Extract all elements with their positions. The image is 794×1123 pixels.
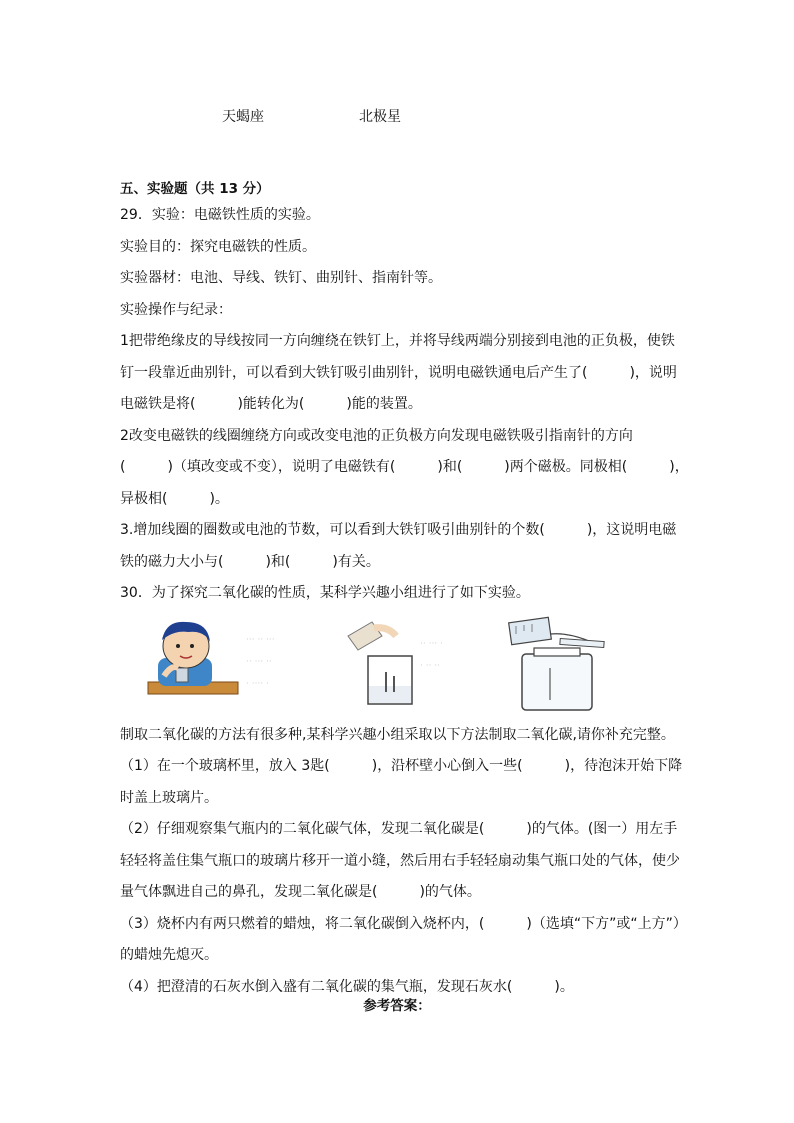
q29-line: 异极相( )。: [120, 490, 229, 507]
q29-line: 3.增加线圈的圈数或电池的节数，可以看到大铁钉吸引曲别针的个数( )，这说明电磁: [120, 522, 677, 538]
question-30: [120, 578, 687, 1003]
gas-jar-figure: [500, 616, 620, 716]
q29-line: 钉一段靠近曲别针，可以看到大铁钉吸引曲别针，说明电磁铁通电后产生了( )，说明: [120, 364, 677, 381]
experiment-figures: [120, 610, 680, 720]
q29-line: 实验操作与纪录：: [120, 301, 232, 318]
answer-title: 参考答案：: [363, 998, 431, 1014]
constellation-labels: [0, 106, 794, 130]
q30-line: 的蜡烛先熄灭。: [120, 947, 218, 963]
question-29: [120, 200, 689, 578]
q30-line: 量气体飘进自己的鼻孔，发现二氧化碳是( )的气体。: [120, 884, 481, 900]
boy-smelling-figure: [128, 616, 308, 716]
q29-line: 实验器材：电池、导线、铁钉、曲别针、指南针等。: [120, 270, 442, 286]
q30-line: 时盖上玻璃片。: [120, 789, 218, 806]
svg-text:·· ··· ·: ·· ··· ·: [420, 638, 443, 649]
svg-text:··· ·· ···: ··· ·· ···: [246, 634, 275, 645]
svg-text:· ·· ··: · ·· ··: [420, 660, 441, 671]
content-body: [120, 178, 689, 1003]
q29-line: ( )（填改变或不变），说明了电磁铁有( )和( )两个磁极。同极相( )，: [120, 459, 689, 475]
q30-line: 制取二氧化碳的方法有很多种,某科学兴趣小组采取以下方法制取二氧化碳,请你补充完整。: [120, 726, 675, 743]
q29-line: 29．实验：电磁铁性质的实验。: [120, 207, 320, 223]
q29-line: 实验目的：探究电磁铁的性质。: [120, 238, 316, 255]
q30-line: 轻轻将盖住集气瓶口的玻璃片移开一道小缝，然后用右手轻轻扇动集气瓶口处的气体，使少: [120, 852, 680, 869]
label-polaris: 北极星: [359, 109, 401, 125]
q29-line: 2改变电磁铁的线圈缠绕方向或改变电池的正负极方向发现电磁铁吸引指南针的方向: [120, 427, 633, 444]
q29-line: 电磁铁是将( )能转化为( )能的装置。: [120, 396, 422, 412]
label-scorpius: 天蝎座: [222, 109, 264, 125]
q30-line: （2）仔细观察集气瓶内的二氧化碳气体，发现二氧化碳是( )的气体。(图一）用左手: [120, 821, 678, 837]
q30-line: （1）在一个玻璃杯里，放入 3匙( )，沿杯壁小心倒入一些( )，待泡沫开始下降: [120, 758, 683, 774]
q29-line: 铁的磁力大小与( )和( )有关。: [120, 553, 380, 570]
svg-text:·· ··· ··: ·· ··· ··: [246, 656, 272, 667]
svg-text:· ···· ·: · ···· ·: [246, 678, 269, 689]
q30-line: （3）烧杯内有两只燃着的蜡烛，将二氧化碳倒入烧杯内，( )（选填“下方”或“上方”）: [120, 915, 687, 932]
q30-intro: 30．为了探究二氧化碳的性质，某科学兴趣小组进行了如下实验。: [120, 585, 530, 601]
section-title: 五、实验题（共 13 分）: [120, 181, 270, 197]
q29-line: 1把带绝缘皮的导线按同一方向缠绕在铁钉上，并将导线两端分别接到电池的正负极，使铁: [120, 333, 675, 349]
q30-line: （4）把澄清的石灰水倒入盛有二氧化碳的集气瓶，发现石灰水( )。: [120, 978, 574, 995]
pouring-beaker-figure: [328, 616, 478, 716]
